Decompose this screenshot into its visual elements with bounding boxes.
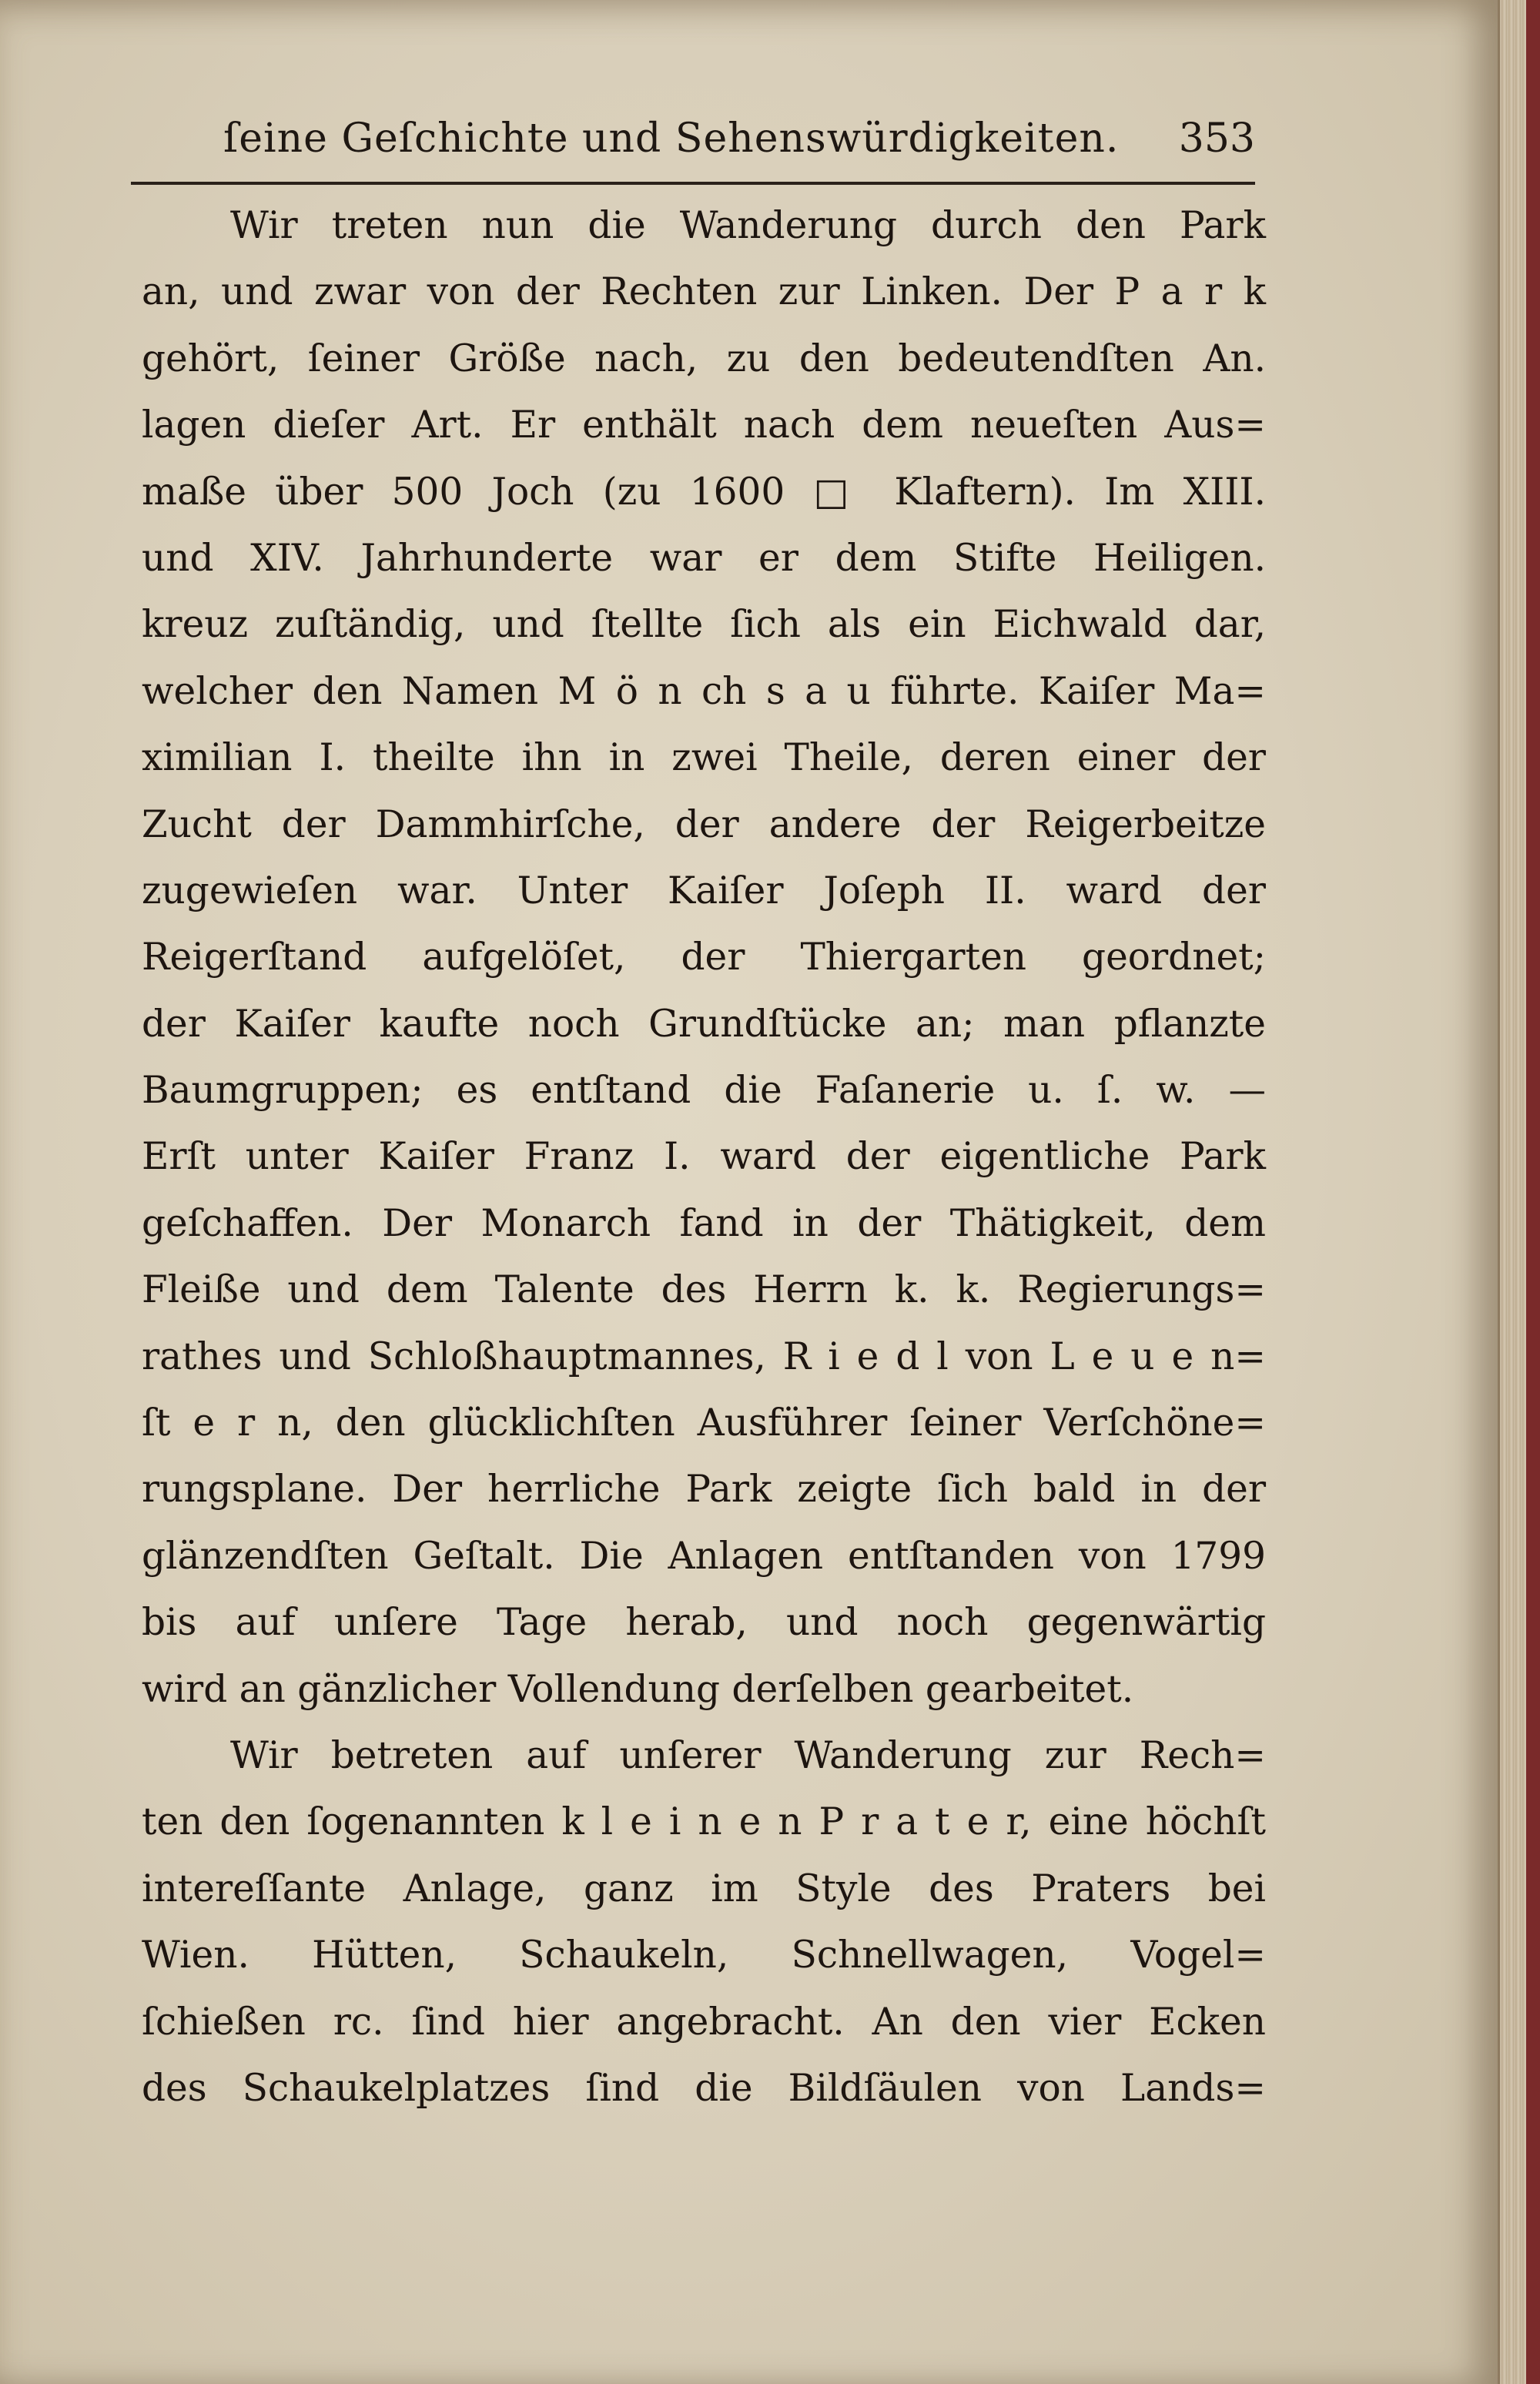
running-title: ſeine Geſchichte und Sehenswürdigkeiten. xyxy=(223,116,1120,162)
text-line: der Kaiſer kaufte noch Grundſtücke an; man pflanzte xyxy=(142,1002,1266,1046)
text-line: zugewieſen war. Unter Kaiſer Joſeph II. ward der xyxy=(142,869,1266,912)
text-line: an, und zwar von der Rechten zur Linken. Der P a r k xyxy=(142,270,1266,314)
text-line: gehört, ſeiner Größe nach, zu den bedeutendſten An. xyxy=(142,337,1266,380)
paragraph-2 xyxy=(142,1723,1266,2121)
text-line: Wir betreten auf unſerer Wanderung zur Rech= xyxy=(230,1733,1266,1777)
text-line: ximilian I. theilte ihn in zwei Theile, deren einer der xyxy=(142,736,1266,780)
page-number: 353 xyxy=(1178,116,1255,162)
text-line: Baumgruppen; es entſtand die Faſanerie u. ſ. w. — xyxy=(142,1069,1266,1113)
text-line: welcher den Namen M ö n ch s a u führte. Kaiſer Ma= xyxy=(142,669,1266,713)
text-line: ten den ſogenannten k l e i n e n P r a t e r, eine höchſt xyxy=(142,1800,1266,1844)
paragraph-1 xyxy=(142,193,1266,1723)
text-line: bis auf unſere Tage herab, und noch gegenwärtig xyxy=(142,1601,1266,1645)
text-line: rathes und Schloßhauptmannes, R i e d l von L e u e n= xyxy=(142,1334,1266,1378)
text-line: und XIV. Jahrhunderte war er dem Stifte Heiligen. xyxy=(142,536,1266,580)
text-line: geſchaffen. Der Monarch fand in der Thätigkeit, dem xyxy=(142,1201,1266,1245)
text-line: lagen dieſer Art. Er enthält nach dem neueſten Aus= xyxy=(142,403,1266,447)
text-line: Wien. Hütten, Schaukeln, Schnellwagen, Vogel= xyxy=(142,1934,1266,1977)
text-line: Fleiße und dem Talente des Herrn k. k. Regierungs= xyxy=(142,1268,1266,1312)
text-line: ſt e r n, den glücklichſten Ausführer ſeiner Verſchöne= xyxy=(142,1401,1266,1445)
text-line: Wir treten nun die Wanderung durch den Park xyxy=(230,204,1266,247)
cover-edge xyxy=(1526,0,1540,2384)
text-line: Reigerſtand aufgelöſet, der Thiergarten geordnet; xyxy=(142,936,1266,979)
body-text xyxy=(142,193,1266,2121)
text-line: des Schaukelplatzes ſind die Bildſäulen von Lands= xyxy=(142,2066,1266,2110)
page-header xyxy=(131,116,1255,185)
text-line: kreuz zuſtändig, und ſtellte ſich als ein Eichwald dar, xyxy=(142,603,1266,647)
text-line: glänzendſten Geſtalt. Die Anlagen entſtanden von 1799 xyxy=(142,1534,1266,1578)
text-line: Zucht der Dammhirſche, der andere der Reigerbeitze xyxy=(142,802,1266,846)
text-line: rungsplane. Der herrliche Park zeigte ſich bald in der xyxy=(142,1468,1266,1512)
text-line: intereſſante Anlage, ganz im Style des Praters bei xyxy=(142,1867,1266,1910)
text-line: ſchießen rc. ſind hier angebracht. An den vier Ecken xyxy=(142,2000,1266,2044)
text-line: Erſt unter Kaiſer Franz I. ward der eigentliche Park xyxy=(142,1135,1266,1179)
header-rule xyxy=(131,182,1255,185)
text-line: maße über 500 Joch (zu 1600 □ Klaftern). Im XIII. xyxy=(142,470,1266,514)
text-line: wird an gänzlicher Vollendung derſelben gearbeitet. xyxy=(142,1667,1134,1711)
